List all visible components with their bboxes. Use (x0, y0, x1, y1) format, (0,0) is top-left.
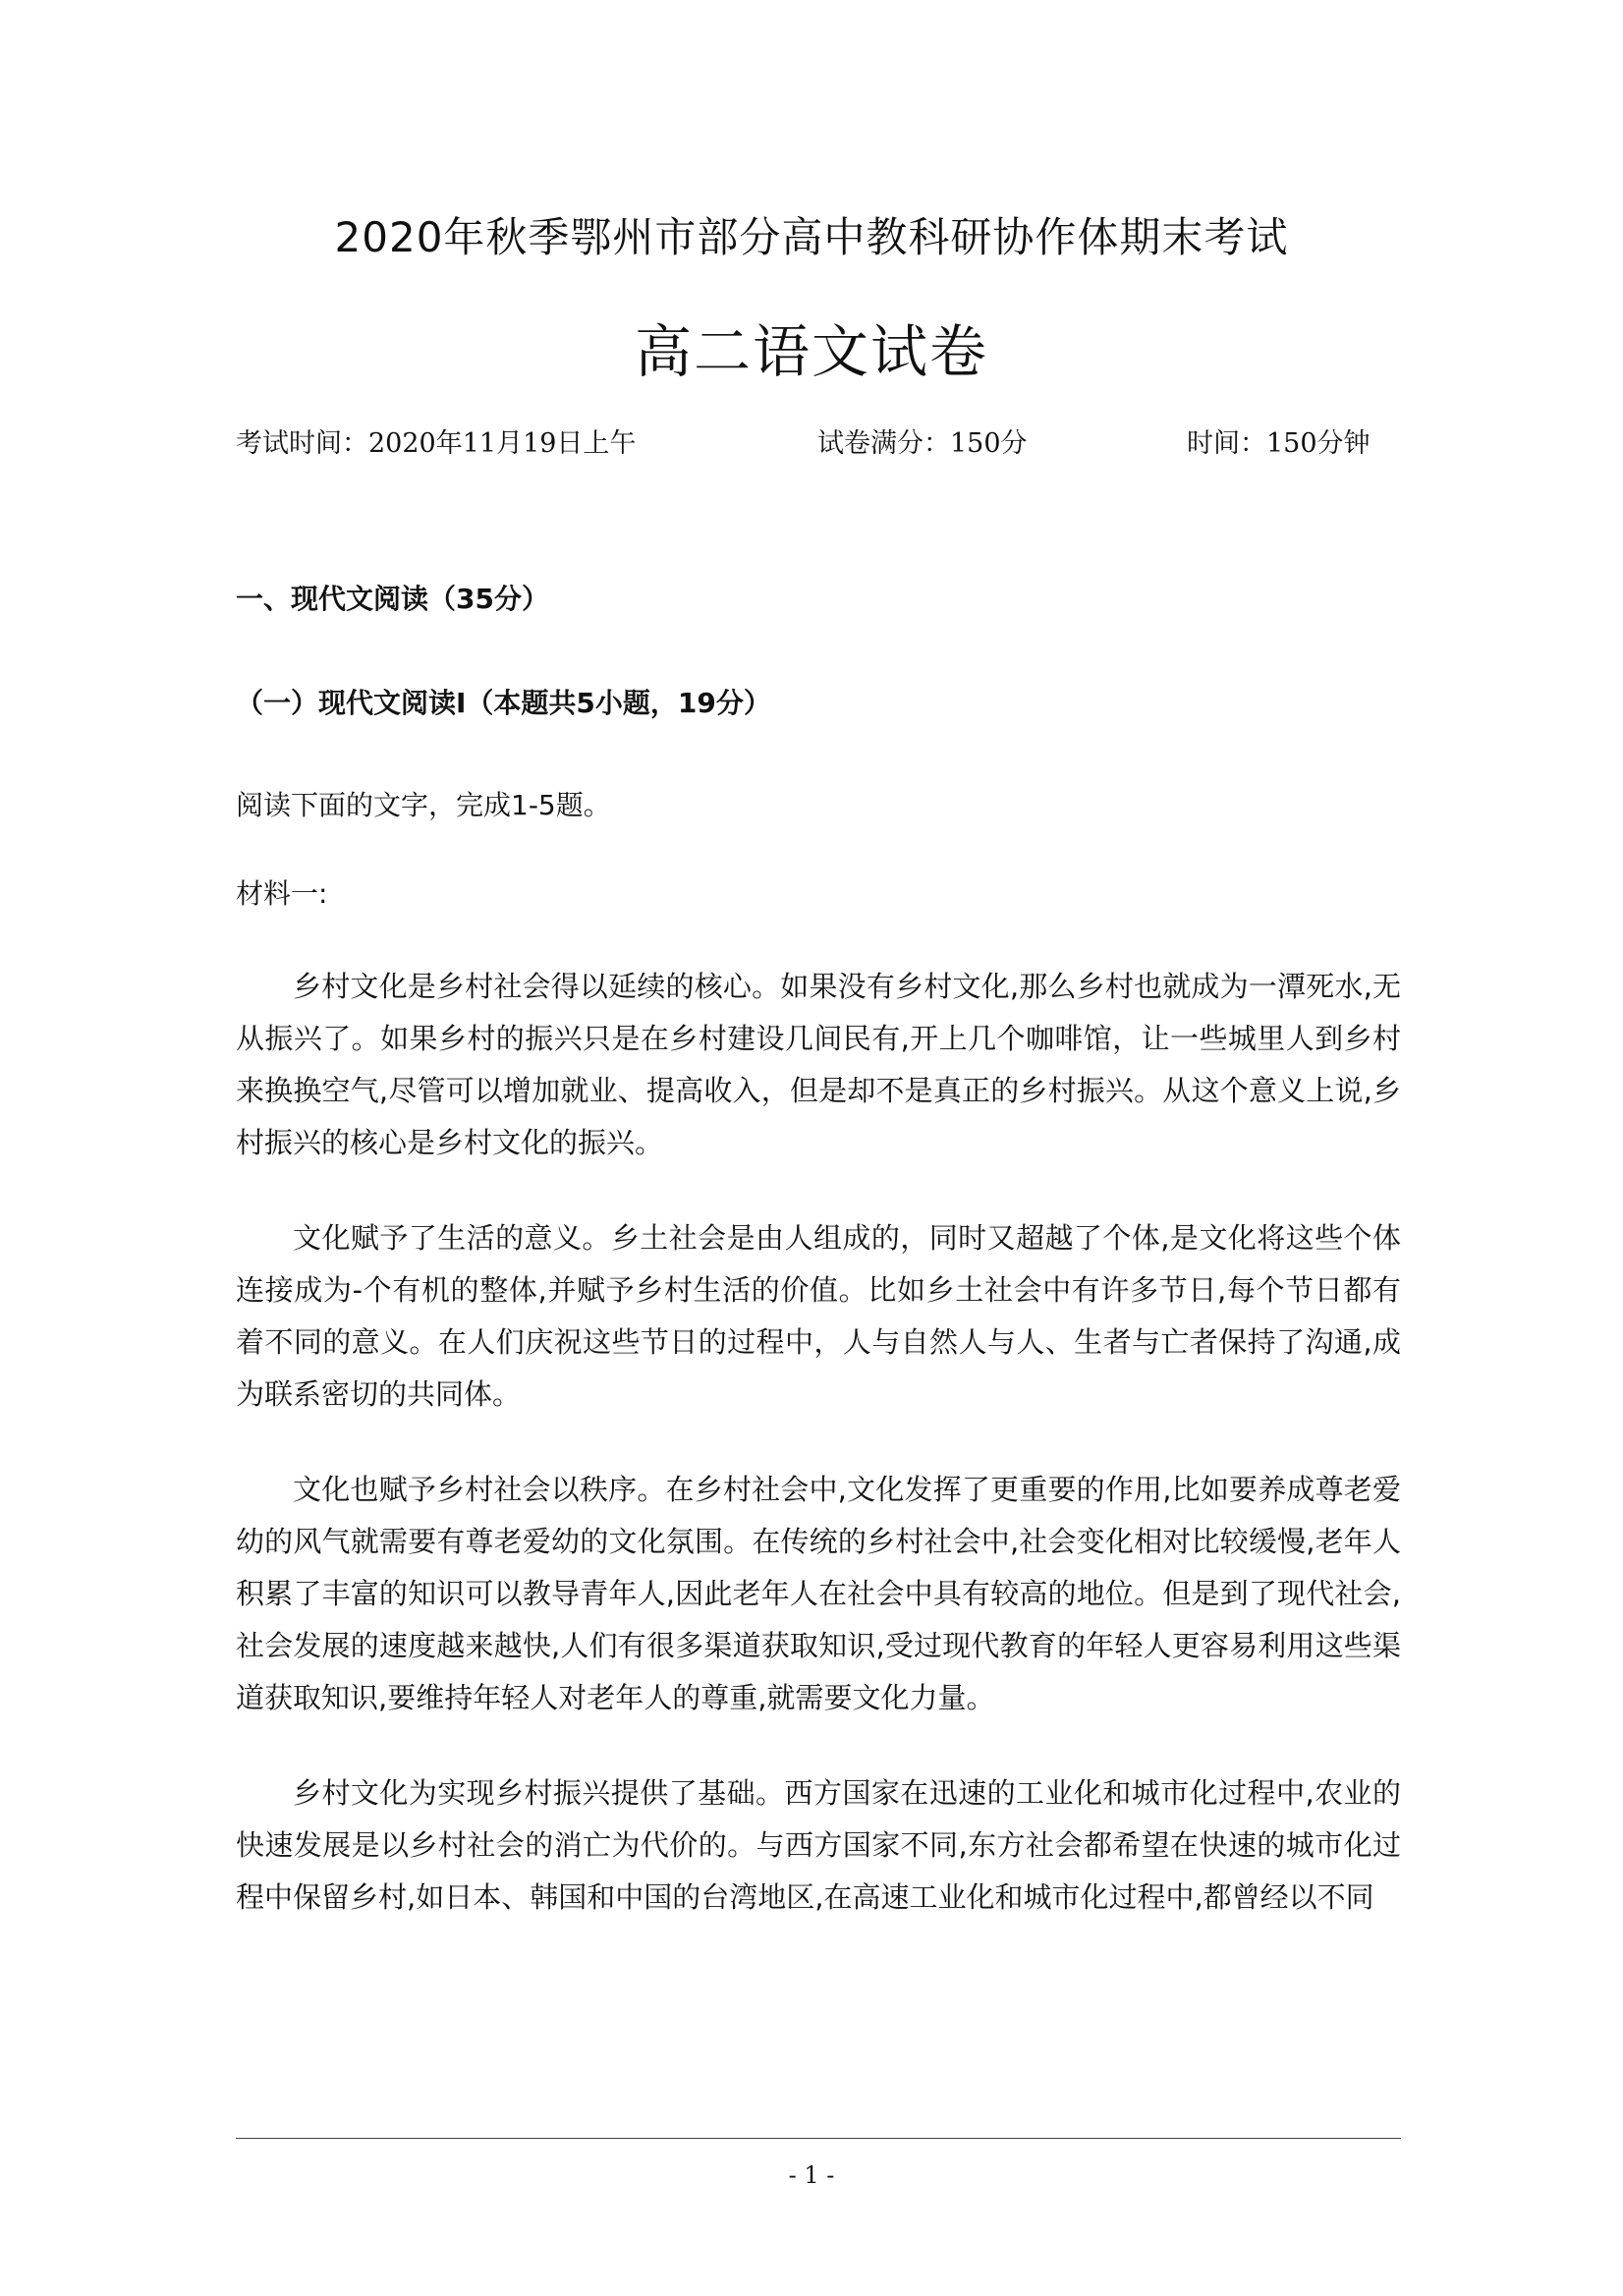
paragraph: 文化也赋予乡村社会以秩序。在乡村社会中,文化发挥了更重要的作用,比如要养成尊老爱幼的风气就需要有尊老爱幼的文化氛围。在传统的乡村社会中,社会变化相对比较缓慢,老年人积累了丰富的知识可以教导青年人,因此老年人在社会中具有较高的地位。但是到了现代社会,社会发展的速度越来越快,人们有很多渠道获取知识,受过现代教育的年轻人更容易利用这些渠道获取知识,要维持年轻人对老年人的尊重,就需要文化力量。 (236, 1473, 1401, 1714)
subsection-heading: （一）现代文阅读Ⅰ（本题共5小题，19分） (236, 687, 771, 719)
exam-time: 考试时间：2020年11月19日上午 (236, 428, 637, 459)
paper-title: 高二语文试卷 (634, 318, 988, 385)
paragraph: 文化赋予了生活的意义。乡土社会是由人组成的，同时又超越了个体,是文化将这些个体连接成为-个有机的整体,并赋予乡村生活的价值。比如乡土社会中有许多节日,每个节日都有着不同的意义。在人们庆祝这些节日的过程中，人与自然人与人、生者与亡者保持了沟通,成为联系密切的共同体。 (236, 1221, 1401, 1411)
footer-divider (236, 2138, 1401, 2139)
exam-title: 2020年秋季鄂州市部分高中教科研协作体期末考试 (334, 213, 1289, 261)
reading-instruction: 阅读下面的文字，完成1-5题。 (236, 789, 611, 821)
exam-meta-row (236, 424, 1395, 464)
paragraph: 乡村文化是乡村社会得以延续的核心。如果没有乡村文化,那么乡村也就成为一潭死水,无从振兴了。如果乡村的振兴只是在乡村建设几间民有,开上几个咖啡馆，让一些城里人到乡村来换换空气,尽管可以增加就业、提高收入，但是却不是真正的乡村振兴。从这个意义上说,乡村振兴的核心是乡村文化的振兴。 (236, 970, 1401, 1159)
paragraph: 乡村文化为实现乡村振兴提供了基础。西方国家在迅速的工业化和城市化过程中,农业的快速发展是以乡村社会的消亡为代价的。与西方国家不同,东方社会都希望在快速的城市化过程中保留乡村,如日本、韩国和中国的台湾地区,在高速工业化和城市化过程中,都曾经以不同 (236, 1776, 1401, 1914)
material-body (236, 961, 1401, 1967)
full-score: 试卷满分：150分 (817, 428, 1028, 459)
page-number: - 1 - (788, 2161, 835, 2189)
exam-duration: 时间：150分钟 (1187, 428, 1371, 459)
section-heading: 一、现代文阅读（35分） (236, 583, 549, 615)
material-label: 材料一: (236, 877, 328, 910)
